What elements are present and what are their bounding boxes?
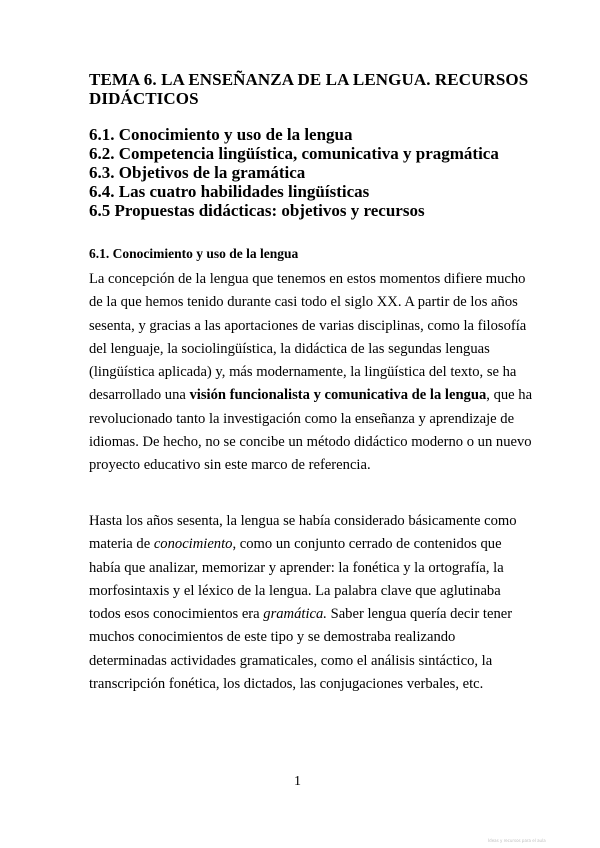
toc-item: 6.2. Competencia lingüística, comunicativa y pragmática xyxy=(89,144,499,163)
toc-item: 6.1. Conocimiento y uso de la lengua xyxy=(89,125,353,144)
paragraph-line: de la que hemos tenido durante casi todo el siglo XX. A partir de los años xyxy=(89,294,518,311)
paragraph-line: morfosintaxis y el léxico de la lengua. La palabra clave que aglutinaba xyxy=(89,582,501,599)
paragraph-line: del lenguaje, la sociolingüística, la didáctica de las segundas lenguas xyxy=(89,340,490,357)
page-number: 1 xyxy=(294,774,301,789)
text-run: materia de xyxy=(89,536,154,553)
paragraph-line: Hasta los años sesenta, la lengua se había considerado básicamente como xyxy=(89,513,517,529)
paragraph-line: revolucionado tanto la investigación como la enseñanza y aprendizaje de xyxy=(89,410,515,427)
text-run: Saber lengua quería decir tener xyxy=(326,606,513,623)
text-run: , como un conjunto cerrado de contenidos que xyxy=(232,536,502,553)
document-title xyxy=(89,70,529,108)
paragraph-line: había que analizar, memorizar y aprender: la fonética y la ortografía, la xyxy=(89,559,504,576)
text-run: todos esos conocimientos era xyxy=(89,606,264,623)
table-of-contents xyxy=(89,125,529,220)
paragraph-line: transcripción fonética, los dictados, las conjugaciones verbales, etc. xyxy=(89,676,484,693)
paragraph-1 xyxy=(89,268,533,478)
bold-phrase: visión funcionalista y comunicativa de la lengua xyxy=(189,387,487,404)
paragraph-line: muchos conocimientos de este tipo y se demostraba realizando xyxy=(89,629,456,646)
paragraph-line: La concepción de la lengua que tenemos en estos momentos difiere mucho xyxy=(89,271,526,287)
toc-item: 6.5 Propuestas didácticas: objetivos y recursos xyxy=(89,201,425,220)
text-run: desarrollado una xyxy=(89,387,190,404)
paragraph-2 xyxy=(89,510,529,696)
italic-term: gramática. xyxy=(263,606,327,623)
toc-item: 6.3. Objetivos de la gramática xyxy=(89,163,306,182)
title-line: DIDÁCTICOS xyxy=(89,89,199,108)
paragraph-line: (lingüística aplicada) y, más modernamente, la lingüística del texto, se ha xyxy=(89,364,517,381)
paragraph-line: proyecto educativo sin este marco de referencia. xyxy=(89,457,371,474)
paragraph-line xyxy=(89,533,529,556)
paragraph-line xyxy=(89,384,533,407)
footer-watermark: Ideas y recursos para el aula xyxy=(488,838,546,843)
section-heading: 6.1. Conocimiento y uso de la lengua xyxy=(89,246,299,261)
toc-item: 6.4. Las cuatro habilidades lingüísticas xyxy=(89,182,370,201)
italic-term: conocimiento xyxy=(153,536,233,553)
paragraph-line: determinadas actividades gramaticales, como el análisis sintáctico, la xyxy=(89,652,493,669)
text-run: , que ha xyxy=(486,387,533,404)
paragraph-line: idiomas. De hecho, no se concibe un método didáctico moderno o un nuevo xyxy=(89,434,532,451)
paragraph-line xyxy=(89,603,529,626)
title-line: TEMA 6. LA ENSEÑANZA DE LA LENGUA. RECURSOS xyxy=(89,70,529,89)
paragraph-line: sesenta, y gracias a las aportaciones de varias disciplinas, como la filosofía xyxy=(89,317,527,334)
